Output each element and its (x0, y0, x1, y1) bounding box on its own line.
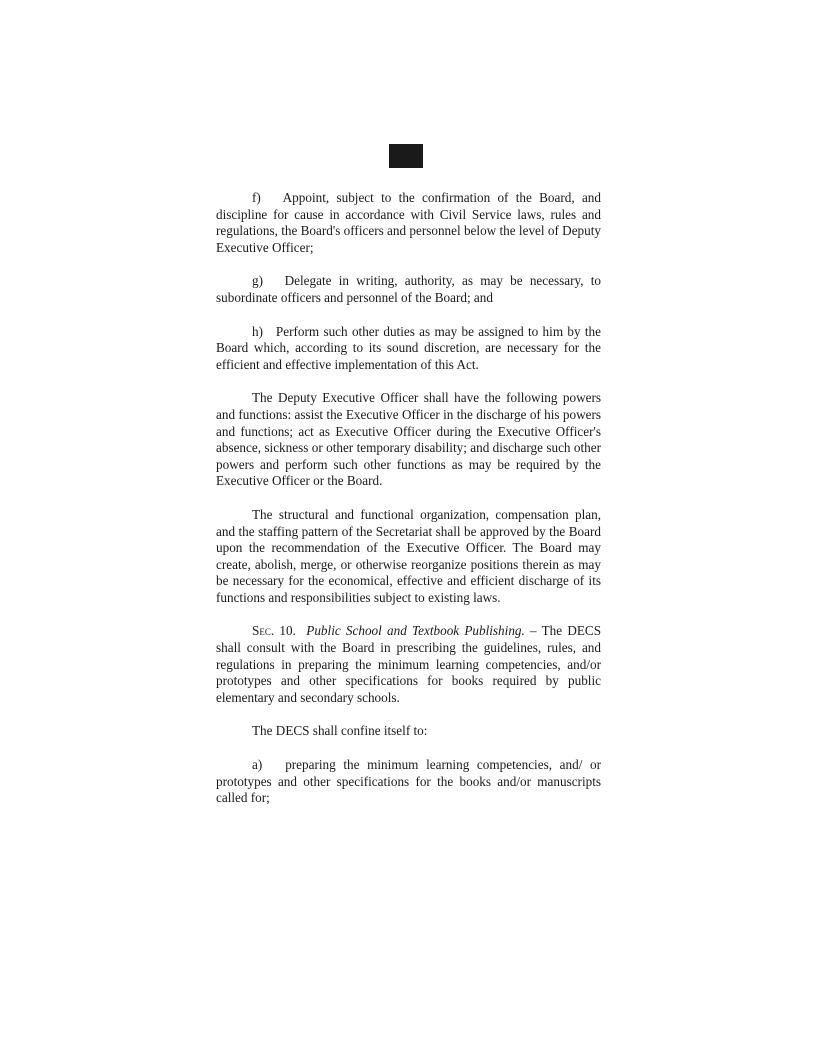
section-label: Sec. 10. (252, 623, 296, 639)
section-text: – The DECS shall consult with the Board in prescribing the guidelines, rules, and regulations in preparing the minimum learning competencies, and/or prototypes and other specifications for books required by public elementary and secondary schools. (216, 623, 602, 705)
paragraph-item-a: a) preparing the minimum learning competencies, and/ or prototypes and other specifications for the books and/or manuscripts called for; (216, 757, 601, 806)
paragraph-secretariat-organization: The structural and functional organization, compensation plan, and the staffing pattern of the Secretariat shall be approved by the Board upon the recommendation of the Executive Officer. The Board may create, abolish, merge, or otherwise reorganize positions therein as may be necessary for the economical, effective and efficient discharge of its functions and responsibilities subject to existing laws. (216, 506, 601, 605)
paragraph-item-h: h) Perform such other duties as may be assigned to him by the Board which, according to its sound discretion, are necessary for the efficient and effective implementation of this Act. (216, 323, 601, 372)
paragraph-item-g: g) Delegate in writing, authority, as may be necessary, to subordinate officers and personnel of the Board; and (216, 273, 601, 305)
page-number-block (389, 144, 423, 168)
section-10-paragraph (216, 623, 601, 706)
paragraph-item-f: f) Appoint, subject to the confirmation of the Board, and discipline for cause in accordance with Civil Service laws, rules and regulations, the Board's officers and personnel below the level of Deputy Executive Officer; (216, 190, 601, 255)
document-body (216, 190, 601, 824)
section-title: Public School and Textbook Publishing. (306, 623, 525, 639)
paragraph-deputy-executive-officer: The Deputy Executive Officer shall have the following powers and functions: assist the Executive Officer in the discharge of his powers and functions; act as Executive Officer during the Executive Officer's absence, sickness or other temporary disability; and discharge such other powers and perform such other functions as may be required by the Executive Officer or the Board. (216, 390, 601, 489)
paragraph-decs-confine: The DECS shall confine itself to: (252, 723, 428, 739)
